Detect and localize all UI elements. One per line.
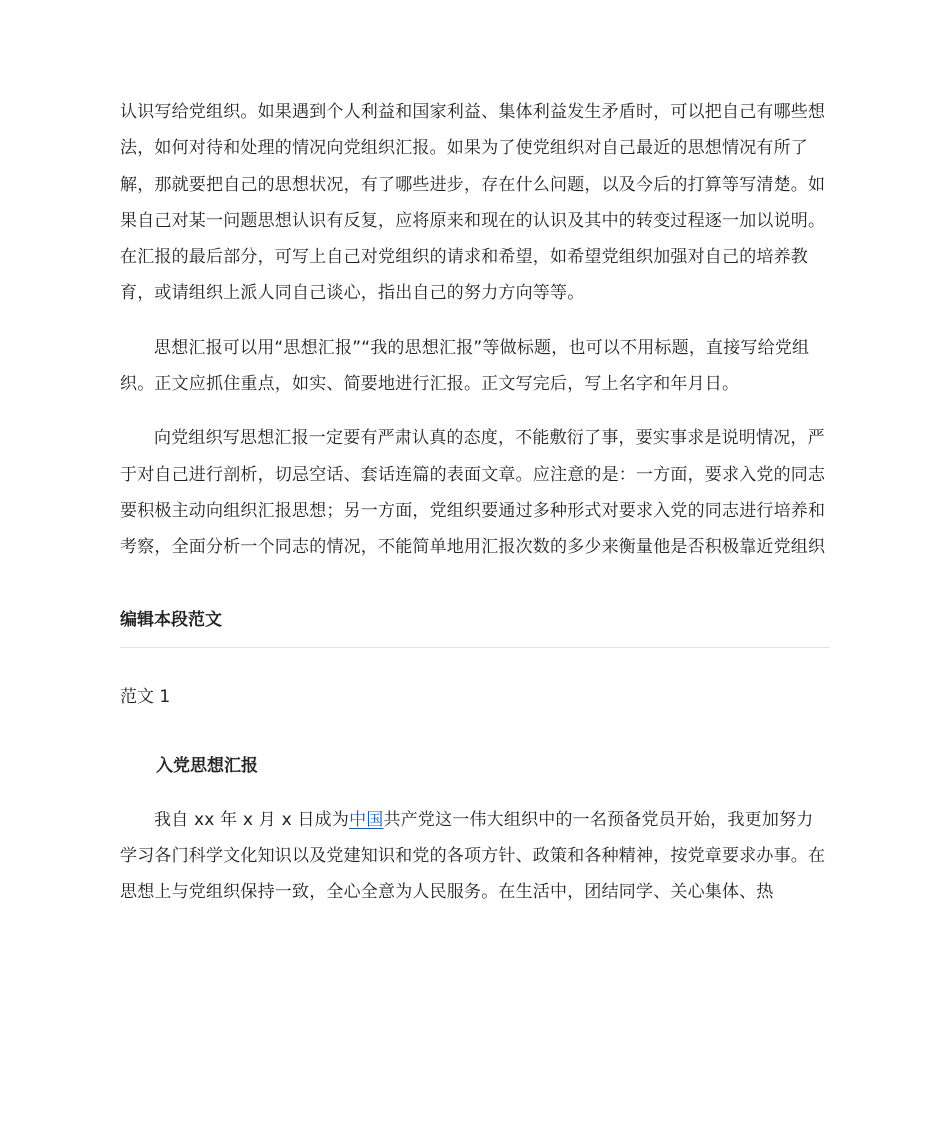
report-title: 入党思想汇报	[156, 755, 258, 776]
section-divider	[120, 647, 830, 648]
china-link[interactable]: 中国	[349, 809, 384, 830]
sample-paragraph	[120, 802, 830, 911]
section-heading: 编辑本段范文	[120, 609, 222, 630]
sample-label: 范文 1	[120, 686, 171, 707]
document-page	[120, 94, 830, 910]
paragraph-report-attitude-guidance: 向党组织写思想汇报一定要有严肃认真的态度，不能敷衍了事，要实事求是说明情况，严于对自己进行剖析，切忌空话、套话连篇的表面文章。应注意的是：一方面，要求入党的同志要积极主动向组织汇报思想；另一方面，党组织要通过多种形式对要求入党的同志进行培养和考察，全面分析一个同志的情况，不能简单地用汇报次数的多少来衡量他是否积极靠近党组织	[120, 428, 826, 558]
sample-text-after-link: 共产党这一伟大组织中的一名预备党员开始，我更加努力学习各门科学文化知识以及党建知识和党的各项方针、政策和各种精神，按党章要求办事。在思想上与党组织保持一致，全心全意为人民服务。在生活中，团结同学、关心集体、热	[120, 809, 826, 903]
paragraph-report-title-guidance: 思想汇报可以用“思想汇报”“我的思想汇报”等做标题，也可以不用标题，直接写给党组织。正文应抓住重点，如实、简要地进行汇报。正文写完后，写上名字和年月日。	[120, 337, 810, 395]
sample-text-before-link: 我自 xx 年 x 月 x 日成为	[154, 809, 350, 830]
paragraph-report-content-guidance: 认识写给党组织。如果遇到个人利益和国家利益、集体利益发生矛盾时，可以把自己有哪些想法，如何对待和处理的情况向党组织汇报。如果为了使党组织对自己最近的思想情况有所了解，那就要把自己的思想状况，有了哪些进步，存在什么问题，以及今后的打算等写清楚。如果自己对某一问题思想认识有反复，应将原来和现在的认识及其中的转变过程逐一加以说明。在汇报的最后部分，可写上自己对党组织的请求和希望，如希望党组织加强对自己的培养教育，或请组织上派人同自己谈心，指出自己的努力方向等等。	[120, 102, 826, 304]
